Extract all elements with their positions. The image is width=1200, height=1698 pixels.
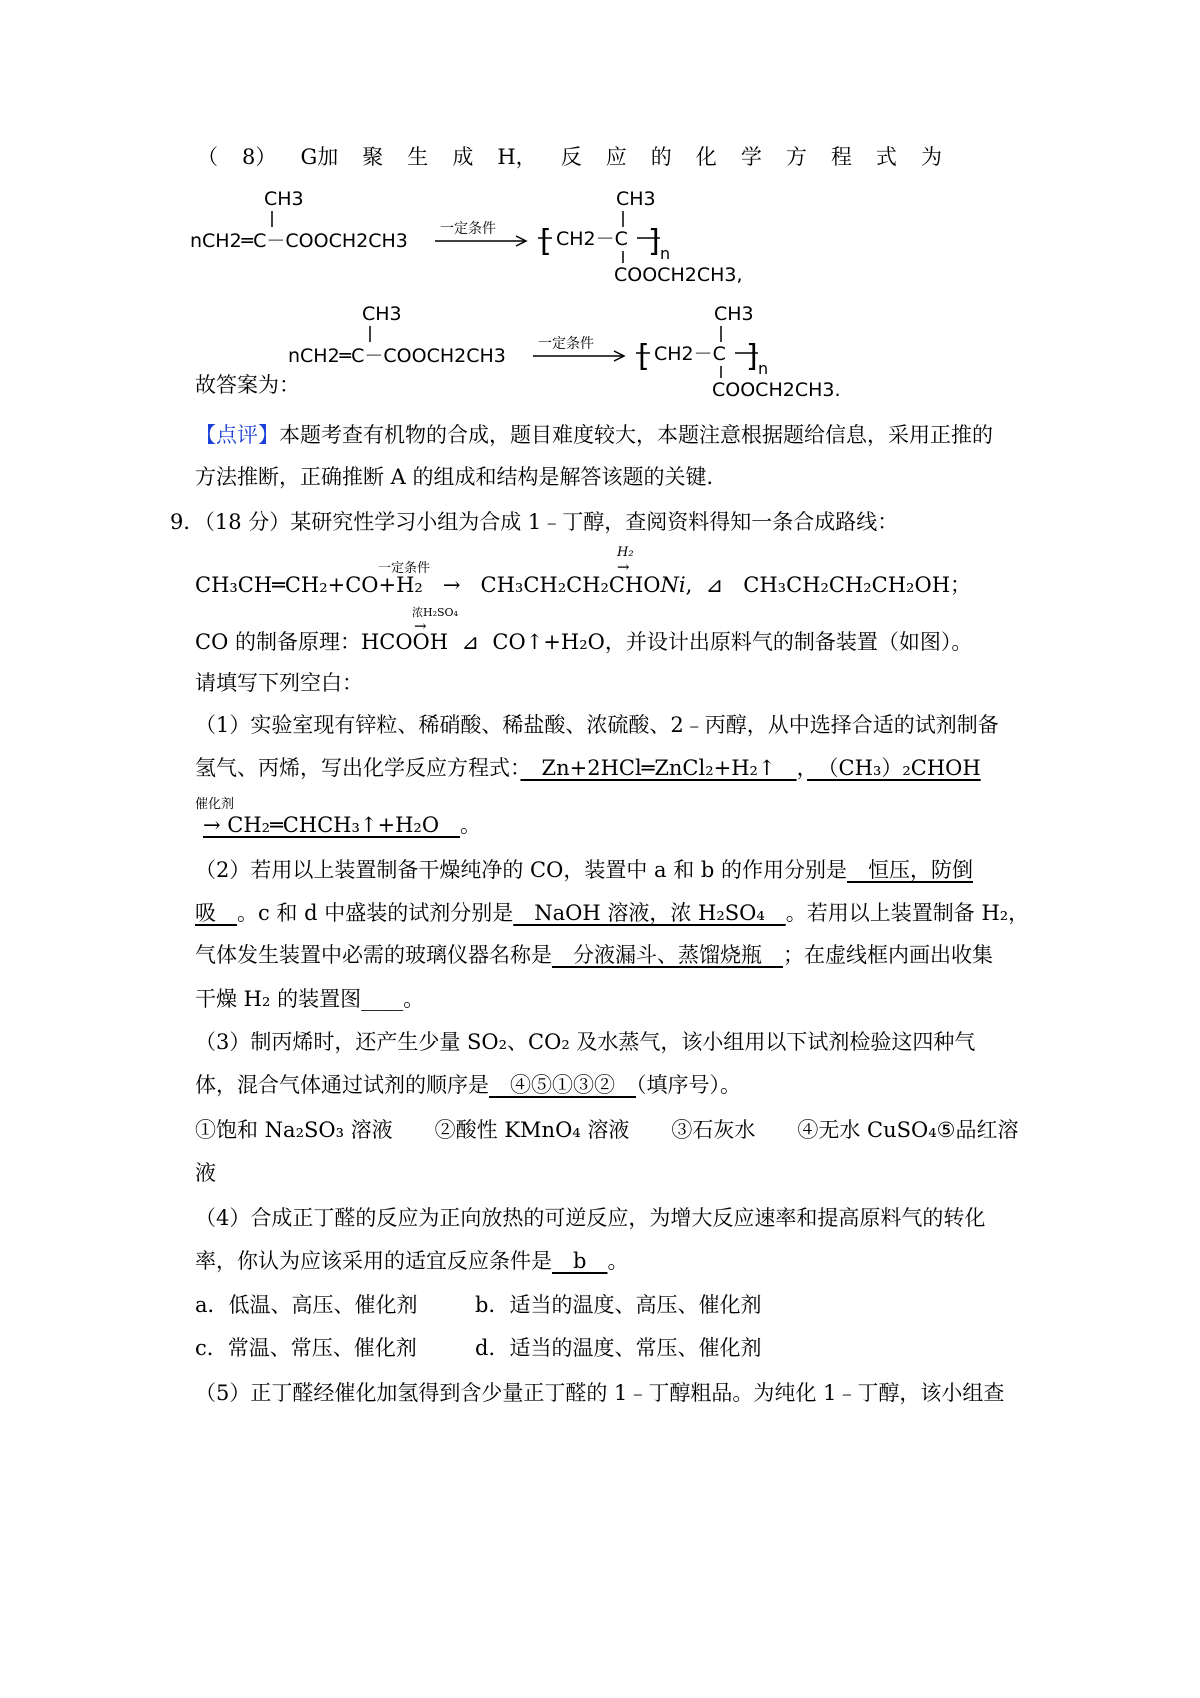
polymer-subscript-n: n	[758, 359, 769, 378]
p1-line-1: （1）实验室现有锌粒、稀硝酸、稀盐酸、浓硫酸、2﹣丙醇，从中选择合适的试剂制备	[195, 713, 999, 737]
p3-answer: ④⑤①③②	[489, 1073, 636, 1097]
p2-line2-end: 。若用以上装置制备 H₂，	[785, 901, 1030, 925]
p1-catalyst-label: 催化剂	[195, 797, 235, 812]
p2-prefix: （2）若用以上装置制备干燥纯净的 CO，装置中 a 和 b 的作用分别是	[195, 858, 847, 882]
route-delta: ⊿	[705, 573, 724, 597]
q8-heading-char: 式	[875, 145, 897, 169]
q8-heading-char: 方	[785, 145, 807, 169]
p1-line-2	[195, 753, 981, 783]
q8-heading-char: H，	[497, 145, 537, 169]
q8-heading-char: 聚	[362, 145, 384, 169]
route-aldehyde: CH₃CH₂CH₂CHO	[480, 573, 661, 597]
p2-mid: 。c 和 d 中盛装的试剂分别是	[237, 901, 514, 925]
answer-label: 故答案为：	[195, 373, 300, 397]
route-alcohol: CH₃CH₂CH₂CH₂OH；	[743, 573, 972, 597]
p3-end: （填序号）。	[636, 1073, 741, 1097]
q8-heading-char: 生	[407, 145, 429, 169]
co-suffix: CO↑+H₂O，并设计出原料气的制备装置（如图）。	[492, 630, 973, 654]
route-equation: CH₃CH═CH₂+CO+H₂ → CH₃CH₂CH₂CHONi, ⊿ CH₃CH₂CH₂CH₂OH；	[195, 573, 972, 597]
q8-heading-char: G加	[300, 145, 339, 169]
comment-tag: 【点评】	[195, 423, 279, 447]
p5-line-1: （5）正丁醛经催化加氢得到含少量正丁醛的 1﹣丁醇粗品。为纯化 1﹣丁醇，该小组查	[195, 1381, 1005, 1405]
p1-answer-1: Zn+2HCl═ZnCl₂+H₂↑	[520, 756, 797, 780]
co-prefix: CO 的制备原理：HCOOH	[195, 630, 449, 654]
p3-prefix: 体，混合气体通过试剂的顺序是	[195, 1073, 489, 1097]
q8-heading-char: 的	[650, 145, 672, 169]
polymer-left: CH2－C	[654, 343, 726, 365]
q8-heading-char: 成	[452, 145, 474, 169]
p4-option-d: d．适当的温度、常压、催化剂	[475, 1336, 762, 1360]
reactant-formula: nCH2═C－COOCH2CH3	[288, 345, 506, 367]
q8-heading-char: 化	[695, 145, 717, 169]
p4-option-c: c．常温、常压、催化剂	[195, 1336, 417, 1360]
polymer-ester-group: COOCH2CH3.	[712, 379, 841, 400]
p4-line-1: （4）合成正丁醛的反应为正向放热的可逆反应，为增大反应速率和提高原料气的转化	[195, 1206, 986, 1230]
q8-heading-char: （	[197, 145, 218, 169]
p4-answer: b	[552, 1249, 608, 1273]
p2-line3-end: ；在虚线框内画出收集	[783, 943, 993, 967]
route-condition: 一定条件	[378, 561, 431, 576]
p2-answer-ab-end: 吸	[195, 901, 237, 925]
p2-answer-ab-start: 恒压，防倒	[846, 858, 973, 882]
polymer-bracket-right: ]	[648, 224, 660, 259]
p1-end: 。	[460, 813, 482, 837]
p2-line-2	[195, 898, 1029, 928]
fill-prompt: 请填写下列空白：	[195, 671, 363, 695]
reaction-condition: 一定条件	[440, 221, 496, 237]
q8-heading-char: 学	[740, 145, 762, 169]
p1-answer-2-end: → CH₂═CHCH₃↑+H₂O	[203, 813, 461, 837]
reaction-bottom-diagram	[288, 300, 888, 400]
q8-heading	[197, 142, 942, 172]
p2-answer-cd: NaOH 溶液，浓 H₂SO₄	[513, 901, 786, 925]
p3-line-1: （3）制丙烯时，还产生少量 SO₂、CO₂ 及水蒸气，该小组用以下试剂检验这四种气	[195, 1030, 976, 1054]
p4-line-2	[195, 1246, 628, 1276]
co-condition: 浓H₂SO₄	[412, 606, 458, 619]
comment-line-1	[195, 420, 993, 450]
co-arrow-small: →	[414, 617, 427, 635]
svg-text:]: ]	[746, 339, 758, 374]
comment-text-1: 本题考查有机物的合成，题目难度较大，本题注意根据题给信息，采用正推的	[279, 423, 993, 447]
p2-line3-prefix: 气体发生装置中必需的玻璃仪器名称是	[195, 943, 552, 967]
p2-line-4: 干燥 H₂ 的装置图____。	[195, 987, 425, 1011]
p1-separator: ，	[796, 756, 808, 780]
polymer-bracket-left: [	[540, 224, 552, 259]
svg-text:[: [	[638, 339, 650, 374]
co-prep-line	[195, 627, 972, 657]
q8-heading-char: 8）	[242, 145, 277, 169]
p3-options-cont: 液	[195, 1161, 216, 1185]
reaction-top-diagram	[190, 185, 790, 285]
route-h2-condition: H₂	[617, 545, 634, 560]
polymer-left: CH2－C	[556, 228, 628, 250]
p3-line-2	[195, 1070, 741, 1100]
route-arrow: →	[442, 573, 461, 597]
p3-options: ①饱和 Na₂SO₃ 溶液 ②酸性 KMnO₄ 溶液 ③石灰水 ④无水 CuSO₄⑤品红溶	[195, 1118, 1019, 1142]
p2-answer-glass: 分液漏斗、蒸馏烧瓶	[552, 943, 783, 967]
reaction-condition: 一定条件	[538, 336, 594, 352]
co-delta: ⊿	[461, 630, 480, 654]
polymer-ester-group: COOCH2CH3,	[614, 264, 743, 285]
reactant-branch-ch3: CH3	[362, 303, 402, 325]
q8-heading-char: 为	[920, 145, 942, 169]
polymer-branch-ch3: CH3	[714, 303, 754, 325]
p1-answer-2-start: （CH₃）₂CHOH	[807, 756, 981, 780]
p1-line-3	[203, 810, 481, 840]
q8-heading-char: 应	[605, 145, 627, 169]
route-ni: Ni	[660, 573, 686, 597]
reactant-branch-ch3: CH3	[264, 188, 304, 210]
p2-line-3	[195, 940, 993, 970]
reactant-formula: nCH2═C－COOCH2CH3	[190, 230, 408, 252]
p4-end: 。	[607, 1249, 629, 1273]
route-arrow-small: →	[617, 558, 630, 576]
q8-heading-char: 程	[830, 145, 852, 169]
p4-prefix: 率，你认为应该采用的适宜反应条件是	[195, 1249, 552, 1273]
q8-heading-char: 反	[560, 145, 582, 169]
q9-intro: 9．（18 分）某研究性学习小组为合成 1﹣丁醇，查阅资料得知一条合成路线：	[170, 510, 899, 534]
polymer-branch-ch3: CH3	[616, 188, 656, 210]
polymer-subscript-n: n	[660, 244, 671, 263]
p4-option-a: a．低温、高压、催化剂	[195, 1293, 418, 1317]
p2-line-1	[195, 855, 973, 885]
p4-option-b: b．适当的温度、高压、催化剂	[475, 1293, 762, 1317]
p1-prefix: 氢气、丙烯，写出化学反应方程式：	[195, 756, 521, 780]
comment-line-2: 方法推断，正确推断 A 的组成和结构是解答该题的关键．	[195, 465, 728, 489]
route-reactants: CH₃CH═CH₂+CO+H₂	[195, 573, 423, 597]
